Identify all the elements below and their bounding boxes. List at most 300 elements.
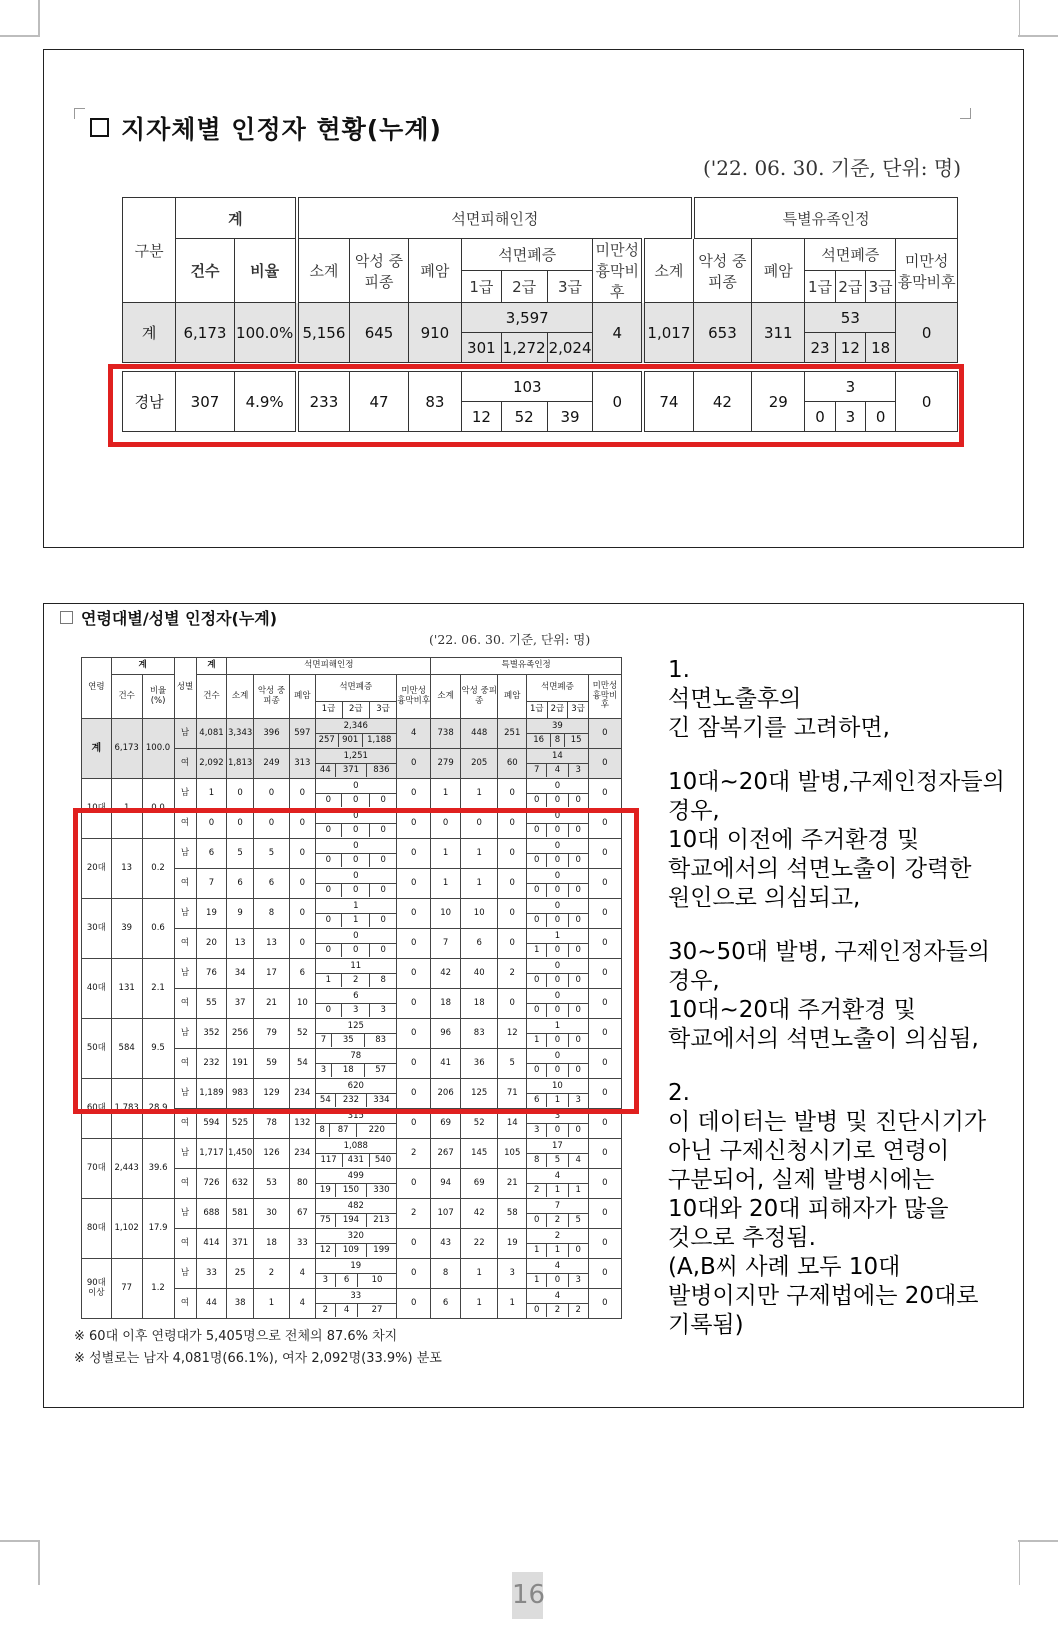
cell: 3 (554, 1110, 561, 1121)
highlight-box (73, 808, 639, 1114)
cell: 0 (227, 779, 253, 809)
cell: 0 (588, 1049, 621, 1079)
cell: 0 (527, 1214, 547, 1228)
cell: 2,024 (547, 333, 593, 363)
header-sex: 성별 (174, 658, 196, 719)
cell: 23 (805, 333, 835, 363)
cell: 3 (498, 1259, 527, 1289)
cell: 28.9 (142, 1079, 174, 1139)
cell: 76 (196, 959, 227, 989)
header-grade3: 3급 (865, 271, 895, 303)
age-label: 90대 이상 (82, 1259, 112, 1319)
cell: 0 (290, 779, 315, 809)
cell: 39.6 (142, 1139, 174, 1199)
cell: 126 (253, 1139, 289, 1169)
header-ratio: 비율 (%) (142, 675, 174, 719)
cell: 1 (554, 930, 561, 941)
cell: 0 (253, 779, 289, 809)
cell: 1 (431, 869, 461, 899)
crop-mark (0, 1540, 40, 1542)
cell: 414 (196, 1229, 227, 1259)
cell: 19 (498, 1229, 527, 1259)
cell: 19 (196, 899, 227, 929)
cell: 0 (397, 779, 431, 809)
cell: 3 (805, 372, 896, 402)
cell: 0 (568, 1124, 588, 1138)
cell: 78 (350, 1050, 362, 1061)
cell: 0 (547, 824, 568, 838)
cell: 0 (588, 899, 621, 929)
cell: 15 (564, 734, 588, 748)
crop-mark (1018, 1540, 1058, 1542)
cell: 4 (554, 1260, 561, 1271)
cell: 1,102 (111, 1199, 142, 1259)
sex-label: 남 (174, 1019, 196, 1049)
sex-label: 남 (174, 899, 196, 929)
cell: 83 (365, 1034, 396, 1048)
cell: 4,081 (196, 719, 227, 749)
cell: 448 (460, 719, 497, 749)
sex-label: 남 (174, 1199, 196, 1229)
cell: 3 (370, 1004, 396, 1018)
cell: 4.9% (234, 372, 296, 432)
cell: 0 (568, 854, 588, 868)
header-ratio: 비율 (234, 239, 296, 303)
cell: 0 (527, 854, 547, 868)
cell: 2,346 (316, 720, 397, 734)
spacer (668, 1054, 1008, 1079)
cell: 371 (227, 1229, 253, 1259)
cell: 279 (431, 749, 461, 779)
cell: 1.2 (142, 1259, 174, 1319)
asbestosis-cell (315, 779, 397, 809)
cell: 1,088 (343, 1140, 368, 1151)
cell: 232 (336, 1094, 367, 1108)
asbestosis-cell (315, 1289, 397, 1319)
cell: 2 (568, 1304, 588, 1318)
cell: 738 (431, 719, 461, 749)
cell: 19 (316, 1184, 336, 1198)
cell: 8 (370, 974, 396, 988)
commentary-line: 30~50대 발병, 구제인정자들의 (668, 939, 990, 965)
crop-mark (1018, 35, 1058, 37)
header-count: 건수 (176, 239, 234, 303)
cell: 0 (397, 989, 431, 1019)
cell: 20 (196, 929, 227, 959)
commentary-line: (A,B씨 사례 모두 10대 (668, 1254, 901, 1280)
asbestosis-cell (527, 1289, 589, 1319)
cell: 206 (431, 1079, 461, 1109)
cell: 0 (397, 1259, 431, 1289)
cell: 75 (316, 1214, 336, 1228)
cell: 4 (593, 303, 643, 363)
age-label: 계 (82, 719, 112, 779)
cell: 0 (588, 839, 621, 869)
spacer (668, 913, 1008, 938)
cell: 0 (397, 929, 431, 959)
cell: 55 (196, 989, 227, 1019)
cell: 3 (568, 1274, 588, 1288)
table-row (82, 779, 622, 809)
header-asbestosis: 석면폐증 (527, 675, 589, 702)
cell: 4 (568, 1154, 588, 1168)
header-grade2: 2급 (835, 271, 865, 303)
cell: 0 (588, 719, 621, 749)
cell: 2 (498, 959, 527, 989)
cell: 6 (460, 929, 497, 959)
cell: 0 (554, 900, 561, 911)
cell: 39 (111, 899, 142, 959)
commentary-line: 10대와 20대 피해자가 많을 (668, 1196, 949, 1222)
cell: 330 (366, 1184, 396, 1198)
cell: 17.9 (142, 1199, 174, 1259)
header-total: 계 (196, 658, 227, 675)
cell: 584 (111, 1019, 142, 1079)
cell: 0 (397, 1109, 431, 1139)
cell: 220 (357, 1124, 396, 1138)
cell: 53 (805, 303, 896, 333)
table-row (82, 1259, 622, 1289)
cell: 33 (290, 1229, 315, 1259)
cell: 1 (460, 869, 497, 899)
age-label: 40대 (82, 959, 112, 1019)
cell: 77 (111, 1259, 142, 1319)
cell: 100.0% (234, 303, 296, 363)
header-subtotal: 소계 (227, 675, 253, 719)
cell: 12 (498, 1019, 527, 1049)
header-pleural: 미만성 흉막비후 (593, 239, 643, 303)
section2-basis: ('22. 06. 30. 기준, 단위: 명) (429, 632, 591, 647)
cell: 0 (527, 1064, 547, 1078)
header-grade1: 1급 (462, 271, 502, 303)
asbestosis-cell (527, 749, 589, 779)
cell: 22 (460, 1229, 497, 1259)
header-total: 계 (111, 658, 174, 675)
cell: 1 (460, 1259, 497, 1289)
cell: 103 (462, 372, 593, 402)
cell: 1 (527, 1274, 547, 1288)
cell: 371 (336, 764, 367, 778)
cell: 8 (431, 1259, 461, 1289)
table-row (82, 1199, 622, 1229)
cell: 0 (588, 1019, 621, 1049)
cell: 129 (253, 1079, 289, 1109)
asbestosis-cell (527, 1259, 589, 1289)
cell: 41 (431, 1049, 461, 1079)
cell: 6 (290, 959, 315, 989)
cell: 0 (498, 929, 527, 959)
header-pleural: 미만성 흉막비후 (896, 239, 958, 303)
sex-label: 여 (174, 1289, 196, 1319)
cell: 5 (253, 839, 289, 869)
cell: 52 (290, 1019, 315, 1049)
header-grades (527, 702, 589, 719)
cell: 0 (397, 959, 431, 989)
cell: 14 (498, 1109, 527, 1139)
cell: 0 (547, 1274, 568, 1288)
row-label: 경남 (123, 372, 176, 432)
sex-label: 남 (174, 959, 196, 989)
cell: 0 (370, 794, 396, 808)
table-row (82, 1139, 622, 1169)
cell: 234 (290, 1139, 315, 1169)
cell: 256 (227, 1019, 253, 1049)
header-asbestos-group: 석면피해인정 (227, 658, 431, 675)
cell: 2 (547, 1304, 568, 1318)
header-asbestosis: 석면폐증 (805, 239, 896, 271)
cell: 0 (527, 914, 547, 928)
cell: 19 (350, 1260, 362, 1271)
cell: 0 (547, 884, 568, 898)
cell: 0 (554, 810, 561, 821)
cell: 42 (460, 1199, 497, 1229)
cell: 0 (547, 1124, 568, 1138)
cell: 0 (342, 944, 370, 958)
note-line: ※ 60대 이후 연령대가 5,405명으로 전체의 87.6% 차지 (74, 1329, 398, 1344)
cell: 1,783 (111, 1079, 142, 1139)
cell: 53 (253, 1169, 289, 1199)
cell: 234 (290, 1079, 315, 1109)
cell: 71 (498, 1079, 527, 1109)
cell: 0 (568, 1004, 588, 1018)
header-mesothelioma: 악성 중피종 (460, 675, 497, 719)
cell: 0 (397, 869, 431, 899)
cell: 83 (460, 1019, 497, 1049)
cell: 44 (196, 1289, 227, 1319)
cell: 3 (316, 1064, 332, 1078)
cell: 0 (568, 1244, 588, 1258)
cell: 0 (370, 824, 396, 838)
cell: 0 (498, 899, 527, 929)
cell: 0 (290, 929, 315, 959)
cell: 0 (568, 794, 588, 808)
cell: 0 (498, 869, 527, 899)
cell: 4 (290, 1289, 315, 1319)
cell: 0 (290, 869, 315, 899)
commentary-line: 학교에서의 석면노출이 의심됨, (668, 1026, 979, 1052)
cell: 54 (316, 1094, 336, 1108)
cell: 0 (316, 944, 342, 958)
header-lung-cancer: 폐암 (408, 239, 461, 303)
cell: 79 (253, 1019, 289, 1049)
cell: 42 (431, 959, 461, 989)
commentary-line: 1. (668, 657, 690, 683)
age-label: 10대 (82, 779, 112, 839)
cell: 525 (227, 1109, 253, 1139)
cell: 0 (896, 303, 958, 363)
cell: 145 (460, 1139, 497, 1169)
cell: 87 (329, 1124, 357, 1138)
asbestosis-cell (315, 719, 397, 749)
cell: 1,017 (643, 303, 693, 363)
cell: 836 (366, 764, 396, 778)
cell: 4 (547, 764, 568, 778)
cell: 307 (176, 372, 234, 432)
highlight-box (108, 364, 964, 447)
asbestosis-cell (315, 1139, 397, 1169)
cell: 597 (290, 719, 315, 749)
sex-label: 여 (174, 869, 196, 899)
header-pleural: 미만성 흉막비후 (397, 675, 431, 719)
commentary-line: 긴 잠복기를 고려하면, (668, 715, 890, 741)
cell: 0 (527, 974, 547, 988)
cell: 14 (527, 750, 588, 764)
header-lung-cancer: 폐암 (290, 675, 315, 719)
cell: 0 (568, 884, 588, 898)
cell: 0 (397, 1229, 431, 1259)
cell: 0 (588, 1229, 621, 1259)
asbestosis-cell (527, 719, 589, 749)
cell: 910 (408, 303, 461, 363)
age-label: 30대 (82, 899, 112, 959)
cell: 1 (431, 779, 461, 809)
cell: 105 (498, 1139, 527, 1169)
cell: 125 (347, 1020, 364, 1031)
cell: 0 (353, 810, 359, 821)
cell: 0 (253, 809, 289, 839)
cell: 8 (316, 1124, 330, 1138)
cell: 10 (358, 1274, 397, 1288)
cell: 80 (290, 1169, 315, 1199)
cell: 18 (865, 333, 895, 363)
cell: 33 (196, 1259, 227, 1289)
cell: 1,450 (227, 1139, 253, 1169)
cell: 0 (547, 794, 568, 808)
age-label: 60대 (82, 1079, 112, 1139)
cell: 0 (588, 959, 621, 989)
cell: 0 (588, 1169, 621, 1199)
cell: 396 (253, 719, 289, 749)
sex-label: 남 (174, 719, 196, 749)
cell: 6 (527, 1094, 547, 1108)
cell: 1,717 (196, 1139, 227, 1169)
cell: 9 (227, 899, 253, 929)
cell: 69 (460, 1169, 497, 1199)
cell: 0 (588, 1109, 621, 1139)
table-row (82, 719, 622, 749)
cell: 0 (353, 930, 359, 941)
header-lung-cancer: 폐암 (498, 675, 527, 719)
commentary-line: 구분되어, 실제 발병시에는 (668, 1167, 935, 1193)
cell: 12 (316, 1244, 336, 1258)
cell: 7 (527, 764, 547, 778)
cell: 132 (290, 1109, 315, 1139)
header-grade: 3급 (568, 702, 588, 718)
cell: 0 (316, 854, 342, 868)
asbestosis-cell (527, 1169, 589, 1199)
cell: 6 (336, 1274, 358, 1288)
cell: 13 (227, 929, 253, 959)
crop-mark (38, 1540, 40, 1585)
sex-label: 여 (174, 809, 196, 839)
crop-mark (1019, 0, 1021, 36)
section2-title (60, 606, 277, 629)
cell: 0.6 (142, 899, 174, 959)
commentary-line: 2. (668, 1080, 690, 1106)
header-subtotal: 소계 (643, 239, 693, 303)
cell: 67 (290, 1199, 315, 1229)
cell: 0 (397, 749, 431, 779)
cell: 0 (593, 372, 643, 432)
cell: 645 (350, 303, 408, 363)
cell: 251 (498, 719, 527, 749)
cell: 1,813 (227, 749, 253, 779)
cell: 36 (460, 1049, 497, 1079)
cell: 6 (353, 990, 359, 1001)
cell: 29 (752, 372, 805, 432)
cell: 83 (408, 372, 461, 432)
cell: 38 (227, 1289, 253, 1319)
sex-label: 남 (174, 1259, 196, 1289)
header-grade3: 3급 (547, 271, 593, 303)
cell: 0 (290, 809, 315, 839)
cell: 1,251 (316, 750, 397, 764)
cell: 1 (498, 1289, 527, 1319)
header-pleural: 미만성 흉막비후 (588, 675, 621, 719)
cell: 4 (397, 719, 431, 749)
asbestosis-cell (315, 1229, 397, 1259)
header-grade: 3급 (370, 702, 397, 718)
cell: 74 (643, 372, 693, 432)
sex-label: 여 (174, 749, 196, 779)
cell: 100.0 (142, 719, 174, 779)
cell: 0 (588, 929, 621, 959)
cell: 0 (588, 1259, 621, 1289)
header-total: 계 (176, 198, 297, 239)
commentary-line: 석면노출후의 (668, 686, 802, 712)
cell: 21 (253, 989, 289, 1019)
cell: 1 (353, 900, 359, 911)
cell: 213 (366, 1214, 396, 1228)
sex-label: 남 (174, 779, 196, 809)
asbestosis-cell (527, 1139, 589, 1169)
cell: 4 (554, 1170, 561, 1181)
cell: 7 (554, 1200, 561, 1211)
cell: 33 (350, 1290, 362, 1301)
cell: 5 (568, 1214, 588, 1228)
commentary-line: 10대~20대 주거환경 및 (668, 997, 916, 1023)
cell: 52 (501, 402, 547, 432)
cell: 42 (693, 372, 751, 432)
cell: 0 (588, 779, 621, 809)
cell: 44 (316, 764, 336, 778)
cell: 0 (353, 840, 359, 851)
sex-label: 여 (174, 929, 196, 959)
cell: 13 (111, 839, 142, 899)
asbestosis-cell (315, 1169, 397, 1199)
cell: 0 (554, 1050, 561, 1061)
cell: 2 (316, 1304, 336, 1318)
cell: 0 (588, 809, 621, 839)
cell: 0 (588, 1199, 621, 1229)
cell: 0 (554, 990, 561, 1001)
age-label: 80대 (82, 1199, 112, 1259)
cell: 0 (588, 1079, 621, 1109)
cell: 0 (397, 839, 431, 869)
region-table-panel (43, 49, 1024, 548)
cell: 1 (547, 1094, 568, 1108)
cell: 0 (397, 809, 431, 839)
cell: 6,173 (111, 719, 142, 779)
cell: 17 (552, 1140, 563, 1151)
cell: 0 (498, 779, 527, 809)
cell: 6,173 (176, 303, 234, 363)
cell: 620 (347, 1080, 364, 1091)
cell: 0 (498, 839, 527, 869)
cell: 194 (336, 1214, 367, 1228)
cell: 0 (568, 974, 588, 988)
cell: 0 (554, 870, 561, 881)
